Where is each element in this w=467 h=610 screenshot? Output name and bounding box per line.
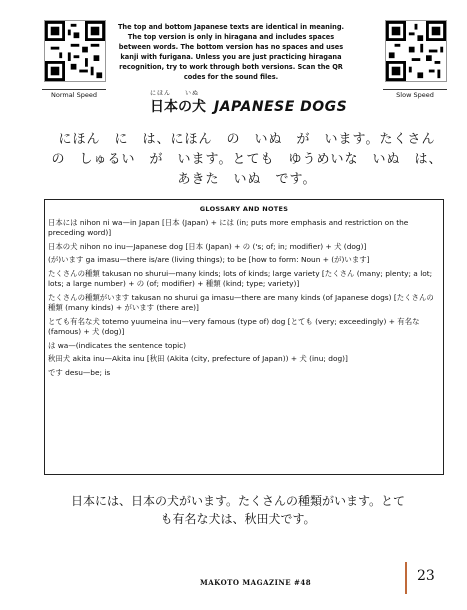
page-number: 23 — [417, 568, 435, 584]
title-japanese: 日本の犬 — [150, 99, 206, 115]
article-title — [150, 88, 347, 116]
magazine-footer: MAKOTO MAGAZINE #48 — [200, 578, 312, 587]
title-furigana: にほん いぬ — [150, 90, 200, 97]
glossary-entry: たくさんの種類がいます takusan no shurui ga imasu—there are many kinds (of Japanese dogs) [たくさんの種類 (many kinds) + がいます (there are)] — [48, 292, 434, 312]
glossary-entry: 日本の犬 nihon no inu—Japanese dog [日本 (Japan) + の ('s; of; in; modifier) + 犬 (dog)] — [48, 241, 367, 251]
title-english: JAPANESE DOGS — [214, 99, 348, 115]
kanji-text — [48, 493, 428, 529]
qr-code-slow-speed[interactable] — [385, 20, 447, 82]
glossary-entry: とても有名な犬 totemo yuumeina inu—very famous (type of) dog [とても (very; exceedingly) + 有名な (famous) + 犬 (dog)] — [48, 316, 420, 336]
intro-note: The top and bottom Japanese texts are identical in meaning. The top version is only in hiragana and includes spaces between words. The bottom version has no spaces and uses kanji with furigana. Unless you are just practicing hiragana recognition, try to work through both versions. Scan the QR codes for the sound files. — [117, 23, 345, 81]
page-number-divider — [405, 562, 407, 594]
glossary-entry: たくさんの種類 takusan no shurui—many kinds; lots of kinds; large variety [たくさん (many; plenty; a lot; lots; a large number) + の (of; modifier) + 種類 (kind; type; variety)] — [48, 268, 433, 288]
glossary-entry: 秋田犬 akita inu—Akita inu [秋田 (Akita (city, prefecture of Japan)) + 犬 (inu; dog)] — [48, 354, 348, 363]
qr-pattern-icon — [386, 21, 446, 81]
glossary-entry: は wa—(indicates the sentence topic) — [48, 340, 187, 350]
glossary-entry: (が)います ga imasu—there is/are (living things); to be [how to form: Noun + (が)います] — [48, 255, 370, 264]
kanji-text-line: 日本には、日本の犬がいます。たくさんの種類がいます。とて — [70, 494, 406, 508]
kanji-text-line: も有名な犬は、秋田犬です。 — [160, 512, 316, 526]
glossary-title: GLOSSARY AND NOTES — [199, 205, 289, 213]
glossary-entry: 日本には nihon ni wa—in Japan [日本 (Japan) + には (in; puts more emphasis and restriction on the preceding word)] — [48, 217, 409, 237]
qr-normal-speed-label: Normal Speed — [42, 89, 106, 99]
qr-code-normal-speed[interactable] — [44, 20, 106, 82]
glossary-box — [44, 199, 444, 475]
hiragana-text: にほん に は、にほん の いぬ が います。たくさん の しゅるい が います。とても ゆうめいな いぬ は、あきた いぬ です。 — [51, 132, 450, 187]
glossary-entry: です desu—be; is — [48, 367, 111, 377]
qr-slow-speed-label: Slow Speed — [383, 89, 447, 99]
qr-pattern-icon — [45, 21, 105, 81]
